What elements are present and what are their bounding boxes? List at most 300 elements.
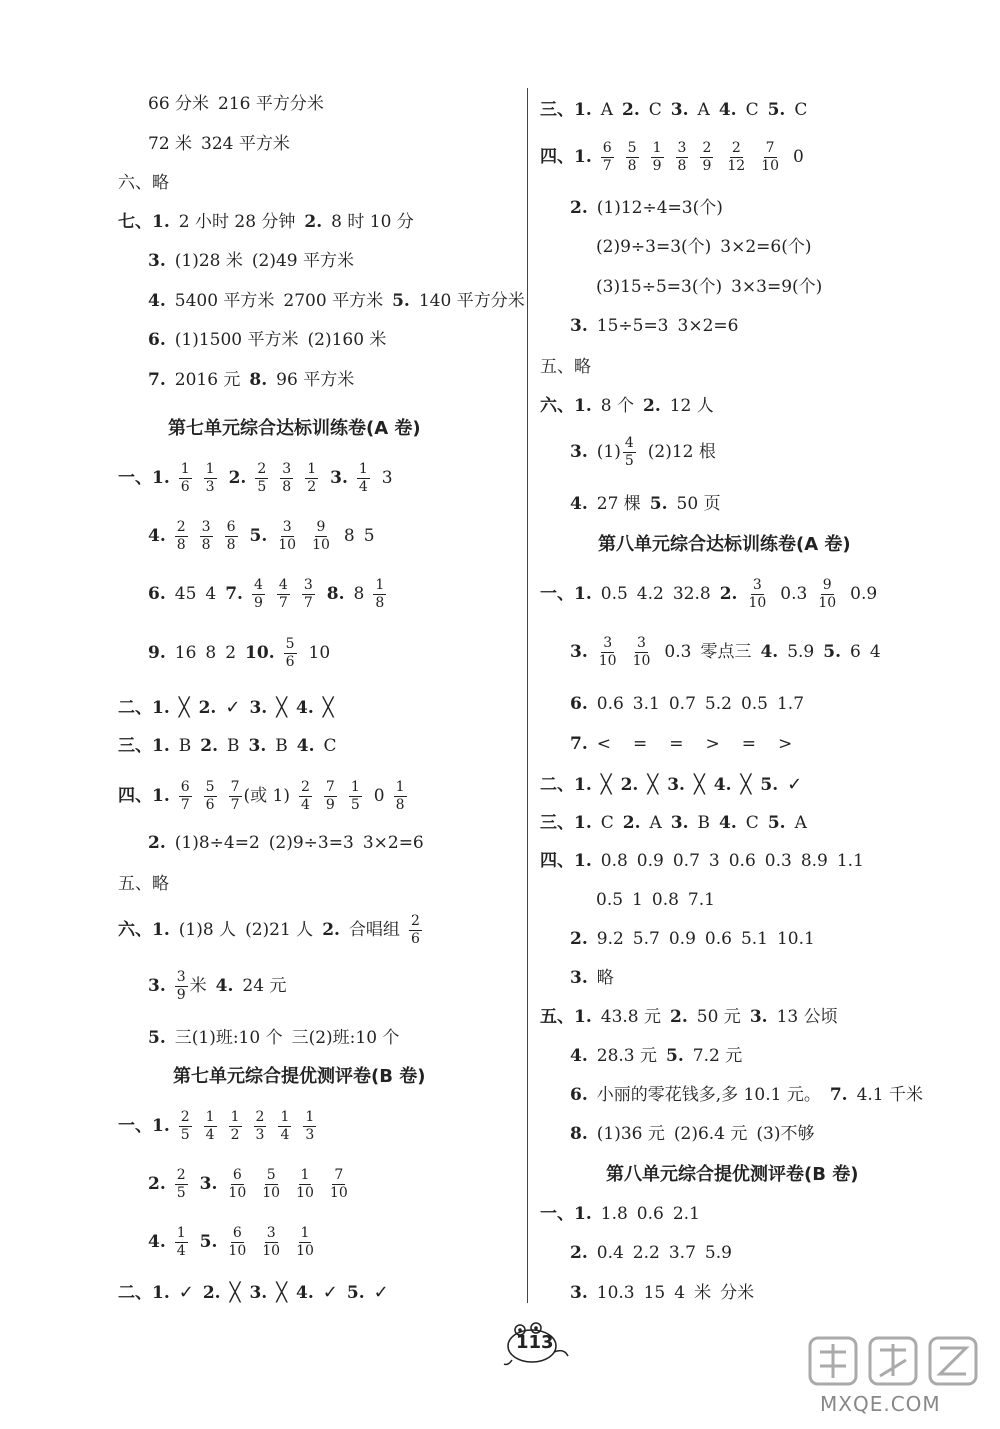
answer-text: 27 棵 xyxy=(596,494,641,514)
cross-mark: ╳ xyxy=(693,774,705,795)
answer-text: (2)9÷3=3(个) xyxy=(596,237,712,257)
fraction: $\frac{3}{10}$ xyxy=(262,1225,281,1259)
fraction: $\frac{7}{9}$ xyxy=(325,779,335,813)
answer-text: (1)8÷4=2 xyxy=(174,833,260,853)
answer-line xyxy=(540,636,890,668)
fraction: $\frac{3}{8}$ xyxy=(282,461,292,495)
answer-line xyxy=(118,462,402,494)
question-number: 三、1. xyxy=(540,813,592,833)
question-number: 七、1. xyxy=(118,212,170,232)
question-number: 四、1. xyxy=(540,146,592,167)
cross-mark: ╳ xyxy=(276,1282,288,1303)
fraction: $\frac{3}{8}$ xyxy=(677,140,687,174)
answer-text: 4.2 xyxy=(636,583,664,604)
answer-text: 8.9 xyxy=(800,851,828,871)
answer-text: 24 元 xyxy=(242,975,287,996)
question-number: 四、1. xyxy=(118,785,170,806)
answer-text: 50 页 xyxy=(676,494,721,514)
question-number: 2. xyxy=(200,736,218,756)
question-number: 3. xyxy=(670,813,689,833)
answer-text: 0 xyxy=(793,146,804,167)
answer-line xyxy=(118,1110,328,1142)
check-mark: ✓ xyxy=(225,697,241,718)
answer-text: 合唱组 xyxy=(348,919,400,940)
fraction: $\frac{2}{9}$ xyxy=(702,140,712,174)
section-label: 五、略 xyxy=(118,874,169,894)
answer-line xyxy=(540,736,801,753)
answer-text: (2)49 平方米 xyxy=(251,251,354,271)
answer-line xyxy=(540,1087,932,1104)
answer-text: A xyxy=(697,100,710,120)
answer-line xyxy=(540,931,824,948)
answer-text: 8 xyxy=(205,642,217,663)
section-title-text: 第八单元综合达标训练卷(A 卷) xyxy=(598,534,851,555)
answer-text: 0.3 xyxy=(664,641,692,662)
fraction: $\frac{6}{7}$ xyxy=(602,140,612,174)
fraction: $\frac{3}{10}$ xyxy=(748,577,767,611)
answer-text: < xyxy=(596,734,611,754)
answer-line xyxy=(118,637,339,669)
question-number: 4. xyxy=(215,975,234,996)
fraction: $\frac{1}{2}$ xyxy=(307,461,317,495)
fraction: $\frac{2}{8}$ xyxy=(176,519,186,553)
fraction: $\frac{2}{12}$ xyxy=(727,140,746,174)
answer-text: C xyxy=(323,736,337,756)
section-title xyxy=(168,420,430,438)
answer-text: 7.1 xyxy=(687,890,715,910)
question-number: 4. xyxy=(296,697,314,718)
question-number: 5. xyxy=(392,291,410,311)
answer-text: 5 xyxy=(363,525,375,546)
question-number: 5. xyxy=(249,525,268,546)
question-number: 3. xyxy=(670,100,689,120)
question-number: 3. xyxy=(199,1173,218,1194)
question-number: 5. xyxy=(760,774,779,795)
question-number: 2. xyxy=(570,1243,588,1263)
answer-text: 0 xyxy=(373,785,385,806)
answer-text: 0.6 xyxy=(636,1204,664,1224)
answer-text: 0.3 xyxy=(764,851,792,871)
answer-text: 米 xyxy=(189,975,207,996)
question-number: 6. xyxy=(570,694,588,714)
answer-text: 三(1)班:10 个 xyxy=(174,1028,283,1048)
answer-line xyxy=(540,318,747,335)
question-number: 2. xyxy=(670,1007,688,1027)
answer-text: 13 公顷 xyxy=(776,1007,838,1027)
question-number: 六、1. xyxy=(540,396,592,416)
fraction: $\frac{1}{4}$ xyxy=(280,1109,290,1143)
answer-text: 5.9 xyxy=(787,641,815,662)
answer-text: A xyxy=(600,100,614,120)
question-number: 3. xyxy=(667,774,685,795)
answer-line xyxy=(596,892,724,909)
question-number: 2. xyxy=(148,1173,166,1194)
watermark-text: MXQE.COM xyxy=(820,1392,941,1416)
question-number: 7. xyxy=(225,583,243,604)
question-number: 三、1. xyxy=(540,100,592,120)
answer-text: 分米 xyxy=(720,1283,755,1303)
fraction: $\frac{5}{6}$ xyxy=(205,779,215,813)
answer-line xyxy=(118,332,395,349)
answer-line xyxy=(118,293,534,310)
answer-text: 10.1 xyxy=(776,929,815,949)
answer-text: 66 分米 xyxy=(148,94,210,114)
answer-text: 米 xyxy=(694,1283,712,1303)
question-number: 7. xyxy=(570,734,588,754)
answer-text: 7.2 元 xyxy=(692,1046,743,1066)
question-number: 一、1. xyxy=(118,467,170,488)
question-number: 4. xyxy=(148,291,166,311)
fraction: $\frac{6}{10}$ xyxy=(228,1167,247,1201)
answer-line xyxy=(118,520,384,552)
question-number: 3. xyxy=(570,641,588,662)
question-number: 10. xyxy=(245,642,275,663)
answer-text: 1 xyxy=(632,890,643,910)
question-number: 3. xyxy=(148,975,166,996)
question-number: 2. xyxy=(202,1282,221,1303)
question-number: 2. xyxy=(322,919,340,940)
answer-text: (1)28 米 xyxy=(174,251,243,271)
answer-line xyxy=(118,1168,362,1200)
question-number: 3. xyxy=(249,697,268,718)
fraction: $\frac{1}{4}$ xyxy=(205,1109,215,1143)
answer-text: B xyxy=(178,736,192,756)
question-number: 二、1. xyxy=(118,1282,170,1303)
question-number: 4. xyxy=(570,494,588,514)
question-number: 5. xyxy=(666,1046,684,1066)
question-number: 五、1. xyxy=(540,1007,592,1027)
question-number: 六、1. xyxy=(118,919,170,940)
answer-text: 10 xyxy=(308,642,331,663)
answer-text: 4 xyxy=(674,1283,686,1303)
question-number: 7. xyxy=(829,1085,848,1105)
answer-line xyxy=(540,1126,824,1143)
fraction: $\frac{7}{7}$ xyxy=(230,779,240,813)
section-title-text: 第八单元综合提优测评卷(B 卷) xyxy=(606,1164,859,1185)
question-number: 6. xyxy=(148,583,166,604)
answer-text: 324 平方米 xyxy=(201,134,290,154)
answer-text: 4 xyxy=(869,641,881,662)
answer-line xyxy=(118,1284,398,1302)
question-number: 2. xyxy=(622,100,640,120)
fraction: $\frac{5}{6}$ xyxy=(285,636,295,670)
answer-line xyxy=(540,359,600,376)
page-number: 113 xyxy=(516,1332,554,1353)
answer-text: 0.7 xyxy=(668,694,696,714)
answer-text: (2)12 根 xyxy=(647,441,716,462)
fraction: $\frac{1}{4}$ xyxy=(358,461,368,495)
answer-text: (2)6.4 元 xyxy=(673,1124,748,1144)
fraction: $\frac{2}{5}$ xyxy=(257,461,267,495)
answer-text: 2700 平方米 xyxy=(283,291,384,311)
answer-line xyxy=(540,496,730,513)
answer-text: B xyxy=(275,736,288,756)
answer-line xyxy=(596,279,831,296)
answer-text: 140 平方分米 xyxy=(418,291,525,311)
answer-text: 0.5 xyxy=(740,694,768,714)
answer-text: C xyxy=(648,100,662,120)
question-number: 2. xyxy=(228,467,247,488)
answer-text: 0.6 xyxy=(704,929,732,949)
answer-line xyxy=(540,815,816,832)
question-number: 3. xyxy=(330,467,348,488)
question-number: 一、1. xyxy=(540,1204,592,1224)
fraction: $\frac{1}{8}$ xyxy=(375,577,385,611)
question-number: 8. xyxy=(249,370,268,390)
fraction: $\frac{1}{8}$ xyxy=(395,779,405,813)
cross-mark: ╳ xyxy=(276,697,288,718)
answer-text: 0.9 xyxy=(668,929,696,949)
answer-text: 2.2 xyxy=(632,1243,660,1263)
answer-text: 50 元 xyxy=(696,1007,741,1027)
answer-text: A xyxy=(794,813,807,833)
answer-text: 5.9 xyxy=(704,1243,732,1263)
question-number: 4. xyxy=(760,641,779,662)
fraction: $\frac{3}{7}$ xyxy=(303,577,313,611)
question-number: 4. xyxy=(296,736,315,756)
section-title xyxy=(598,536,860,554)
question-number: 3. xyxy=(570,1283,588,1303)
answer-line xyxy=(540,1245,741,1262)
question-number: 一、1. xyxy=(118,1115,170,1136)
answer-text: 3×2=6(个) xyxy=(720,237,812,257)
question-number: 3. xyxy=(570,316,588,336)
question-number: 5. xyxy=(767,100,786,120)
fraction: $\frac{2}{3}$ xyxy=(255,1109,265,1143)
answer-line xyxy=(118,214,423,231)
fraction: $\frac{9}{10}$ xyxy=(312,519,330,553)
answer-text: 0.8 xyxy=(600,851,628,871)
question-number: 3. xyxy=(570,968,588,988)
answer-text: = xyxy=(633,734,648,754)
fraction: $\frac{5}{8}$ xyxy=(627,140,637,174)
answer-text: 3.1 xyxy=(632,694,660,714)
question-number: 5. xyxy=(199,1231,218,1252)
check-mark: ✓ xyxy=(322,1282,338,1303)
answer-line xyxy=(540,776,811,794)
answer-text: 5.7 xyxy=(632,929,660,949)
fraction: $\frac{2}{5}$ xyxy=(180,1109,190,1143)
question-number: 8. xyxy=(570,1124,588,1144)
answer-text: (1) xyxy=(596,441,621,462)
answer-text: (或 1) xyxy=(243,785,290,806)
fraction: $\frac{9}{10}$ xyxy=(818,577,837,611)
answer-line xyxy=(540,398,723,415)
question-number: 一、1. xyxy=(540,583,592,604)
answer-line xyxy=(118,136,299,153)
answer-text: > xyxy=(705,734,720,754)
fraction: $\frac{2}{4}$ xyxy=(301,779,310,813)
answer-text: 15÷5=3 xyxy=(596,316,669,336)
fraction: $\frac{1}{9}$ xyxy=(652,140,662,174)
question-number: 2. xyxy=(148,833,166,853)
answer-line xyxy=(118,1030,408,1047)
answer-text: (1)1500 平方米 xyxy=(174,330,299,350)
answer-text: 0.9 xyxy=(850,583,878,604)
answer-line xyxy=(118,253,363,270)
fraction: $\frac{4}{7}$ xyxy=(278,577,288,611)
answer-text: C xyxy=(600,813,614,833)
section-title-text: 第七单元综合达标训练卷(A 卷) xyxy=(168,418,421,439)
question-number: 4. xyxy=(148,525,166,546)
question-number: 9. xyxy=(148,642,166,663)
fraction: $\frac{1}{10}$ xyxy=(296,1225,314,1259)
answer-text: (3)15÷5=3(个) xyxy=(596,277,723,297)
fraction: $\frac{2}{6}$ xyxy=(410,913,420,947)
answer-line xyxy=(118,699,343,717)
answer-line xyxy=(540,578,886,610)
answer-text: 5.1 xyxy=(740,929,768,949)
answer-text: 8 xyxy=(343,525,355,546)
answer-text: C xyxy=(745,813,759,833)
question-number: 二、1. xyxy=(540,774,592,795)
answer-text: 0.8 xyxy=(651,890,679,910)
question-number: 5. xyxy=(649,494,668,514)
answer-text: 0.6 xyxy=(728,851,756,871)
cross-mark: ╳ xyxy=(322,697,334,718)
answer-line xyxy=(118,96,333,113)
question-number: 3. xyxy=(148,251,166,271)
answer-text: 8 时 10 分 xyxy=(331,212,414,232)
answer-line xyxy=(540,1048,751,1065)
answer-line xyxy=(540,1206,709,1223)
answer-text: (2)21 人 xyxy=(245,919,314,940)
answer-text: 0.6 xyxy=(596,694,624,714)
answer-text: 0.5 xyxy=(600,583,628,604)
answer-text: 16 xyxy=(174,642,197,663)
fraction: $\frac{1}{6}$ xyxy=(180,461,190,495)
fraction: $\frac{6}{7}$ xyxy=(180,779,190,813)
question-number: 4. xyxy=(148,1231,166,1252)
answer-line xyxy=(118,780,419,812)
fraction: $\frac{1}{5}$ xyxy=(350,779,360,813)
answer-line xyxy=(118,914,434,946)
question-number: 3. xyxy=(749,1007,768,1027)
answer-text: 三(2)班:10 个 xyxy=(291,1028,400,1048)
watermark-logo-icon xyxy=(800,1330,990,1390)
answer-text: 小丽的零花钱多,多 10.1 元。 xyxy=(596,1085,821,1105)
fraction: $\frac{1}{10}$ xyxy=(296,1167,314,1201)
answer-text: 72 米 xyxy=(148,134,193,154)
question-number: 三、1. xyxy=(118,736,170,756)
section-title xyxy=(173,1068,434,1086)
question-number: 5. xyxy=(346,1282,365,1303)
check-mark: ✓ xyxy=(373,1282,389,1303)
cross-mark: ╳ xyxy=(229,1282,241,1303)
fraction: $\frac{5}{10}$ xyxy=(262,1167,281,1201)
question-number: 4. xyxy=(296,1282,314,1303)
answer-line xyxy=(118,970,295,1002)
question-number: 6. xyxy=(148,330,166,350)
question-number: 5. xyxy=(767,813,786,833)
answer-text: 0.5 xyxy=(596,890,624,910)
answer-text: (2)9÷3=3 xyxy=(268,833,354,853)
answer-text: 3.7 xyxy=(668,1243,696,1263)
question-number: 2. xyxy=(719,583,738,604)
fraction: $\frac{3}{10}$ xyxy=(632,635,651,669)
answer-text: (1)12÷4=3(个) xyxy=(596,198,723,218)
answer-line xyxy=(118,738,346,755)
answer-text: 略 xyxy=(596,968,614,988)
answer-text: 3 xyxy=(381,467,393,488)
answer-text: 2.1 xyxy=(672,1204,700,1224)
answer-text: 1.1 xyxy=(836,851,864,871)
fraction: $\frac{2}{5}$ xyxy=(176,1167,186,1201)
answer-text: 12 人 xyxy=(669,396,714,416)
column-divider xyxy=(527,88,528,1303)
answer-text: 8 xyxy=(353,583,365,604)
cross-mark: ╳ xyxy=(600,774,612,795)
fraction: $\frac{1}{3}$ xyxy=(205,461,215,495)
cross-mark: ╳ xyxy=(178,697,190,718)
question-number: 2. xyxy=(620,774,639,795)
answer-text: 216 平方分米 xyxy=(218,94,324,114)
answer-text: 0.9 xyxy=(636,851,664,871)
answer-line xyxy=(540,141,813,173)
question-number: 4. xyxy=(713,774,732,795)
answer-line xyxy=(118,1226,328,1258)
question-number: 3. xyxy=(570,441,588,462)
answer-line xyxy=(118,835,433,852)
answer-text: (1)36 元 xyxy=(596,1124,665,1144)
answer-text: 5.2 xyxy=(704,694,732,714)
question-number: 6. xyxy=(570,1085,588,1105)
answer-text: = xyxy=(669,734,684,754)
question-number: 四、1. xyxy=(540,851,592,871)
answer-text: (1)8 人 xyxy=(178,919,237,940)
answer-text: 15 xyxy=(643,1283,666,1303)
answer-line xyxy=(540,1285,763,1302)
answer-text: 8 个 xyxy=(600,396,634,416)
fraction: $\frac{3}{9}$ xyxy=(176,969,186,1003)
section-title xyxy=(606,1166,867,1184)
answer-text: 0.4 xyxy=(596,1243,624,1263)
answer-text: 6 xyxy=(850,641,861,662)
question-number: 2. xyxy=(570,198,588,218)
fraction: $\frac{7}{10}$ xyxy=(329,1167,348,1201)
question-number: 5. xyxy=(148,1028,166,1048)
answer-text: (2)160 米 xyxy=(307,330,387,350)
answer-text: 45 xyxy=(174,583,197,604)
question-number: 4. xyxy=(718,100,737,120)
section-label: 六、略 xyxy=(118,173,169,193)
fraction: $\frac{7}{10}$ xyxy=(761,140,780,174)
fraction: $\frac{6}{10}$ xyxy=(228,1225,247,1259)
question-number: 3. xyxy=(248,736,267,756)
answer-text: 3 xyxy=(708,851,720,871)
answer-text: 2016 元 xyxy=(174,370,241,390)
fraction: $\frac{4}{5}$ xyxy=(624,435,634,469)
question-number: 4. xyxy=(570,1046,588,1066)
answer-text: 9.2 xyxy=(596,929,624,949)
fraction: $\frac{1}{4}$ xyxy=(176,1225,186,1259)
answer-text: 3×2=6 xyxy=(677,316,739,336)
answer-text: 32.8 xyxy=(672,583,711,604)
answer-line xyxy=(118,372,363,389)
question-number: 7. xyxy=(148,370,166,390)
answer-text: (3)不够 xyxy=(756,1124,815,1144)
answer-text: 1.7 xyxy=(776,694,805,714)
answer-text: 0.7 xyxy=(672,851,700,871)
question-number: 2. xyxy=(642,396,661,416)
answer-text: 28.3 元 xyxy=(596,1046,658,1066)
answer-line xyxy=(118,876,178,893)
answer-line xyxy=(540,102,816,119)
fraction: $\frac{6}{8}$ xyxy=(226,519,236,553)
answer-text: 43.8 元 xyxy=(600,1007,662,1027)
fraction: $\frac{1}{2}$ xyxy=(230,1109,240,1143)
answer-text: > xyxy=(778,734,793,754)
